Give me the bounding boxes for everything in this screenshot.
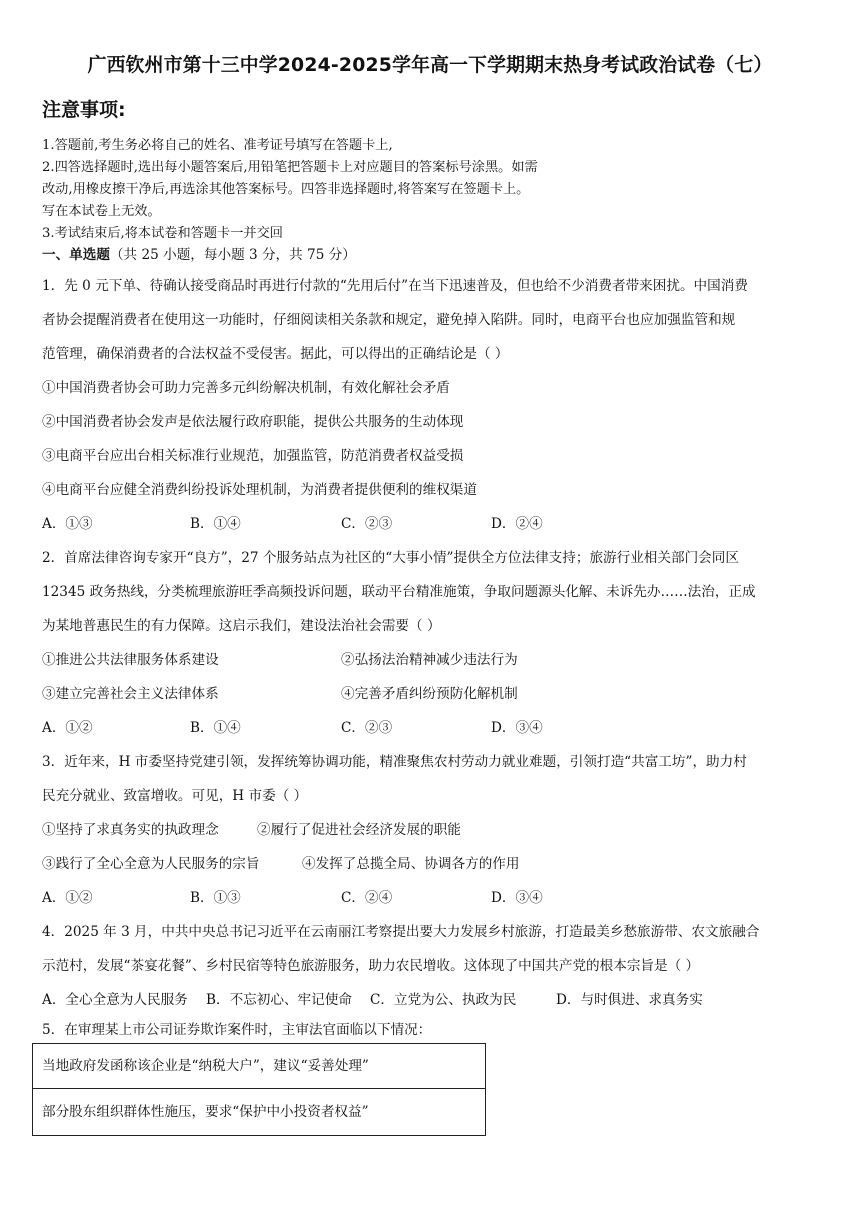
question-2-option-d: D．③④	[491, 720, 543, 736]
question-1-item: ①中国消费者协会可助力完善多元纠纷解决机制，有效化解社会矛盾	[42, 380, 450, 396]
question-2-stem-line: 12345 政务热线，分类梳理旅游旺季高频投诉问题，联动平台精准施策，争取问题源头化解、未诉先办……法治，正成	[42, 584, 756, 600]
question-2-stem-line: 2．首席法律咨询专家开“良方”，27 个服务站点为社区的“大事小情”提供全方位法律支持；旅游行业相关部门会同区	[42, 550, 739, 566]
question-2-stem-line: 为某地普惠民生的有力保障。这启示我们，建设法治社会需要（ ）	[42, 618, 441, 634]
page-title: 广西钦州市第十三中学2024-2025学年高一下学期期末热身考试政治试卷（七）	[87, 55, 773, 76]
notice-heading: 注意事项:	[42, 99, 126, 121]
question-2-item: ④完善矛盾纠纷预防化解机制	[341, 686, 518, 702]
notice-line: 2.四答选择题时,选出每小题答案后,用铅笔把答题卡上对应题目的答案标号涂黑。如需	[42, 160, 538, 175]
question-4-option-a: A．全心全意为人民服务	[42, 992, 188, 1008]
notice-line: 写在本试卷上无效。	[42, 204, 161, 219]
question-4-option-d: D．与时俱进、求真务实	[556, 992, 703, 1008]
question-4-option-b: B．不忘初心、牢记使命	[206, 992, 352, 1008]
question-3-item: ①坚持了求真务实的执政理念	[42, 822, 219, 838]
question-4-stem-line: 示范村，发展“茶宴花餐”、乡村民宿等特色旅游服务，助力农民增收。这体现了中国共产党的根本宗旨是（ ）	[42, 958, 700, 974]
question-2-item: ①推进公共法律服务体系建设	[42, 652, 219, 668]
question-2-option-a: A．①②	[42, 720, 93, 736]
question-3-item: ④发挥了总揽全局、协调各方的作用	[302, 856, 520, 872]
question-1-option-a: A．①③	[42, 516, 93, 532]
question-2-option-c: C．②③	[341, 720, 393, 736]
question-2-item: ③建立完善社会主义法律体系	[42, 686, 219, 702]
question-2-option-b: B．①④	[190, 720, 241, 736]
question-1-option-d: D．②④	[491, 516, 543, 532]
question-2-item: ②弘扬法治精神减少违法行为	[341, 652, 518, 668]
question-3-stem-line: 3．近年来，H 市委坚持党建引领，发挥统筹协调功能，精准聚焦农村劳动力就业难题，引领打造“共富工坊”，助力村	[42, 754, 747, 770]
question-3-option-a: A．①②	[42, 890, 93, 906]
question-5-table-row: 部分股东组织群体性施压，要求“保护中小投资者权益”	[42, 1104, 369, 1120]
notice-line: 3.考试结束后,将本试卷和答题卡一并交回	[42, 226, 283, 241]
question-3-item: ③践行了全心全意为人民服务的宗旨	[42, 856, 260, 872]
question-3-option-d: D．③④	[491, 890, 543, 906]
question-1-item: ②中国消费者协会发声是依法履行政府职能，提供公共服务的生动体现	[42, 414, 464, 430]
question-1-item: ③电商平台应出台相关标准行业规范，加强监管，防范消费者权益受损	[42, 448, 464, 464]
question-1-option-c: C．②③	[341, 516, 393, 532]
question-1-option-b: B．①④	[190, 516, 241, 532]
question-1-stem-line: 1．先 0 元下单、待确认接受商品时再进行付款的“先用后付”在当下迅速普及，但也给不少消费者带来困扰。中国消费	[42, 278, 748, 294]
question-4-stem-line: 4．2025 年 3 月，中共中央总书记习近平在云南丽江考察提出要大力发展乡村旅游，打造最美乡愁旅游带、农文旅融合	[42, 924, 760, 940]
section-label: 一、单选题	[42, 247, 110, 263]
section-heading	[42, 243, 356, 263]
question-5-stem: 5．在审理某上市公司证券欺诈案件时，主审法官面临以下情况：	[42, 1022, 432, 1038]
question-5-table-row: 当地政府发函称该企业是“纳税大户”，建议“妥善处理”	[33, 1044, 485, 1089]
question-1-stem-line: 者协会提醒消费者在使用这一功能时，仔细阅读相关条款和规定，避免掉入陷阱。同时，电商平台也应加强监管和规	[42, 312, 736, 328]
question-3-stem-line: 民充分就业、致富增收。可见，H 市委（ ）	[42, 788, 308, 804]
question-3-option-c: C．②④	[341, 890, 393, 906]
section-info: （共 25 小题，每小题 3 分，共 75 分）	[109, 247, 356, 263]
question-1-item: ④电商平台应健全消费纠纷投诉处理机制，为消费者提供便利的维权渠道	[42, 482, 477, 498]
question-5-table	[32, 1043, 486, 1136]
question-3-item: ②履行了促进社会经济发展的职能	[257, 822, 461, 838]
notice-line: 1.答题前,考生务必将自己的姓名、准考证号填写在答题卡上,	[42, 138, 393, 153]
notice-line: 改动,用橡皮擦干净后,再选涂其他答案标号。四答非选择题时,将答案写在签题卡上。	[42, 182, 530, 197]
question-4-option-c: C．立党为公、执政为民	[370, 992, 517, 1008]
question-3-option-b: B．①③	[190, 890, 241, 906]
question-1-stem-line: 范管理，确保消费者的合法权益不受侵害。据此，可以得出的正确结论是（ ）	[42, 346, 509, 362]
